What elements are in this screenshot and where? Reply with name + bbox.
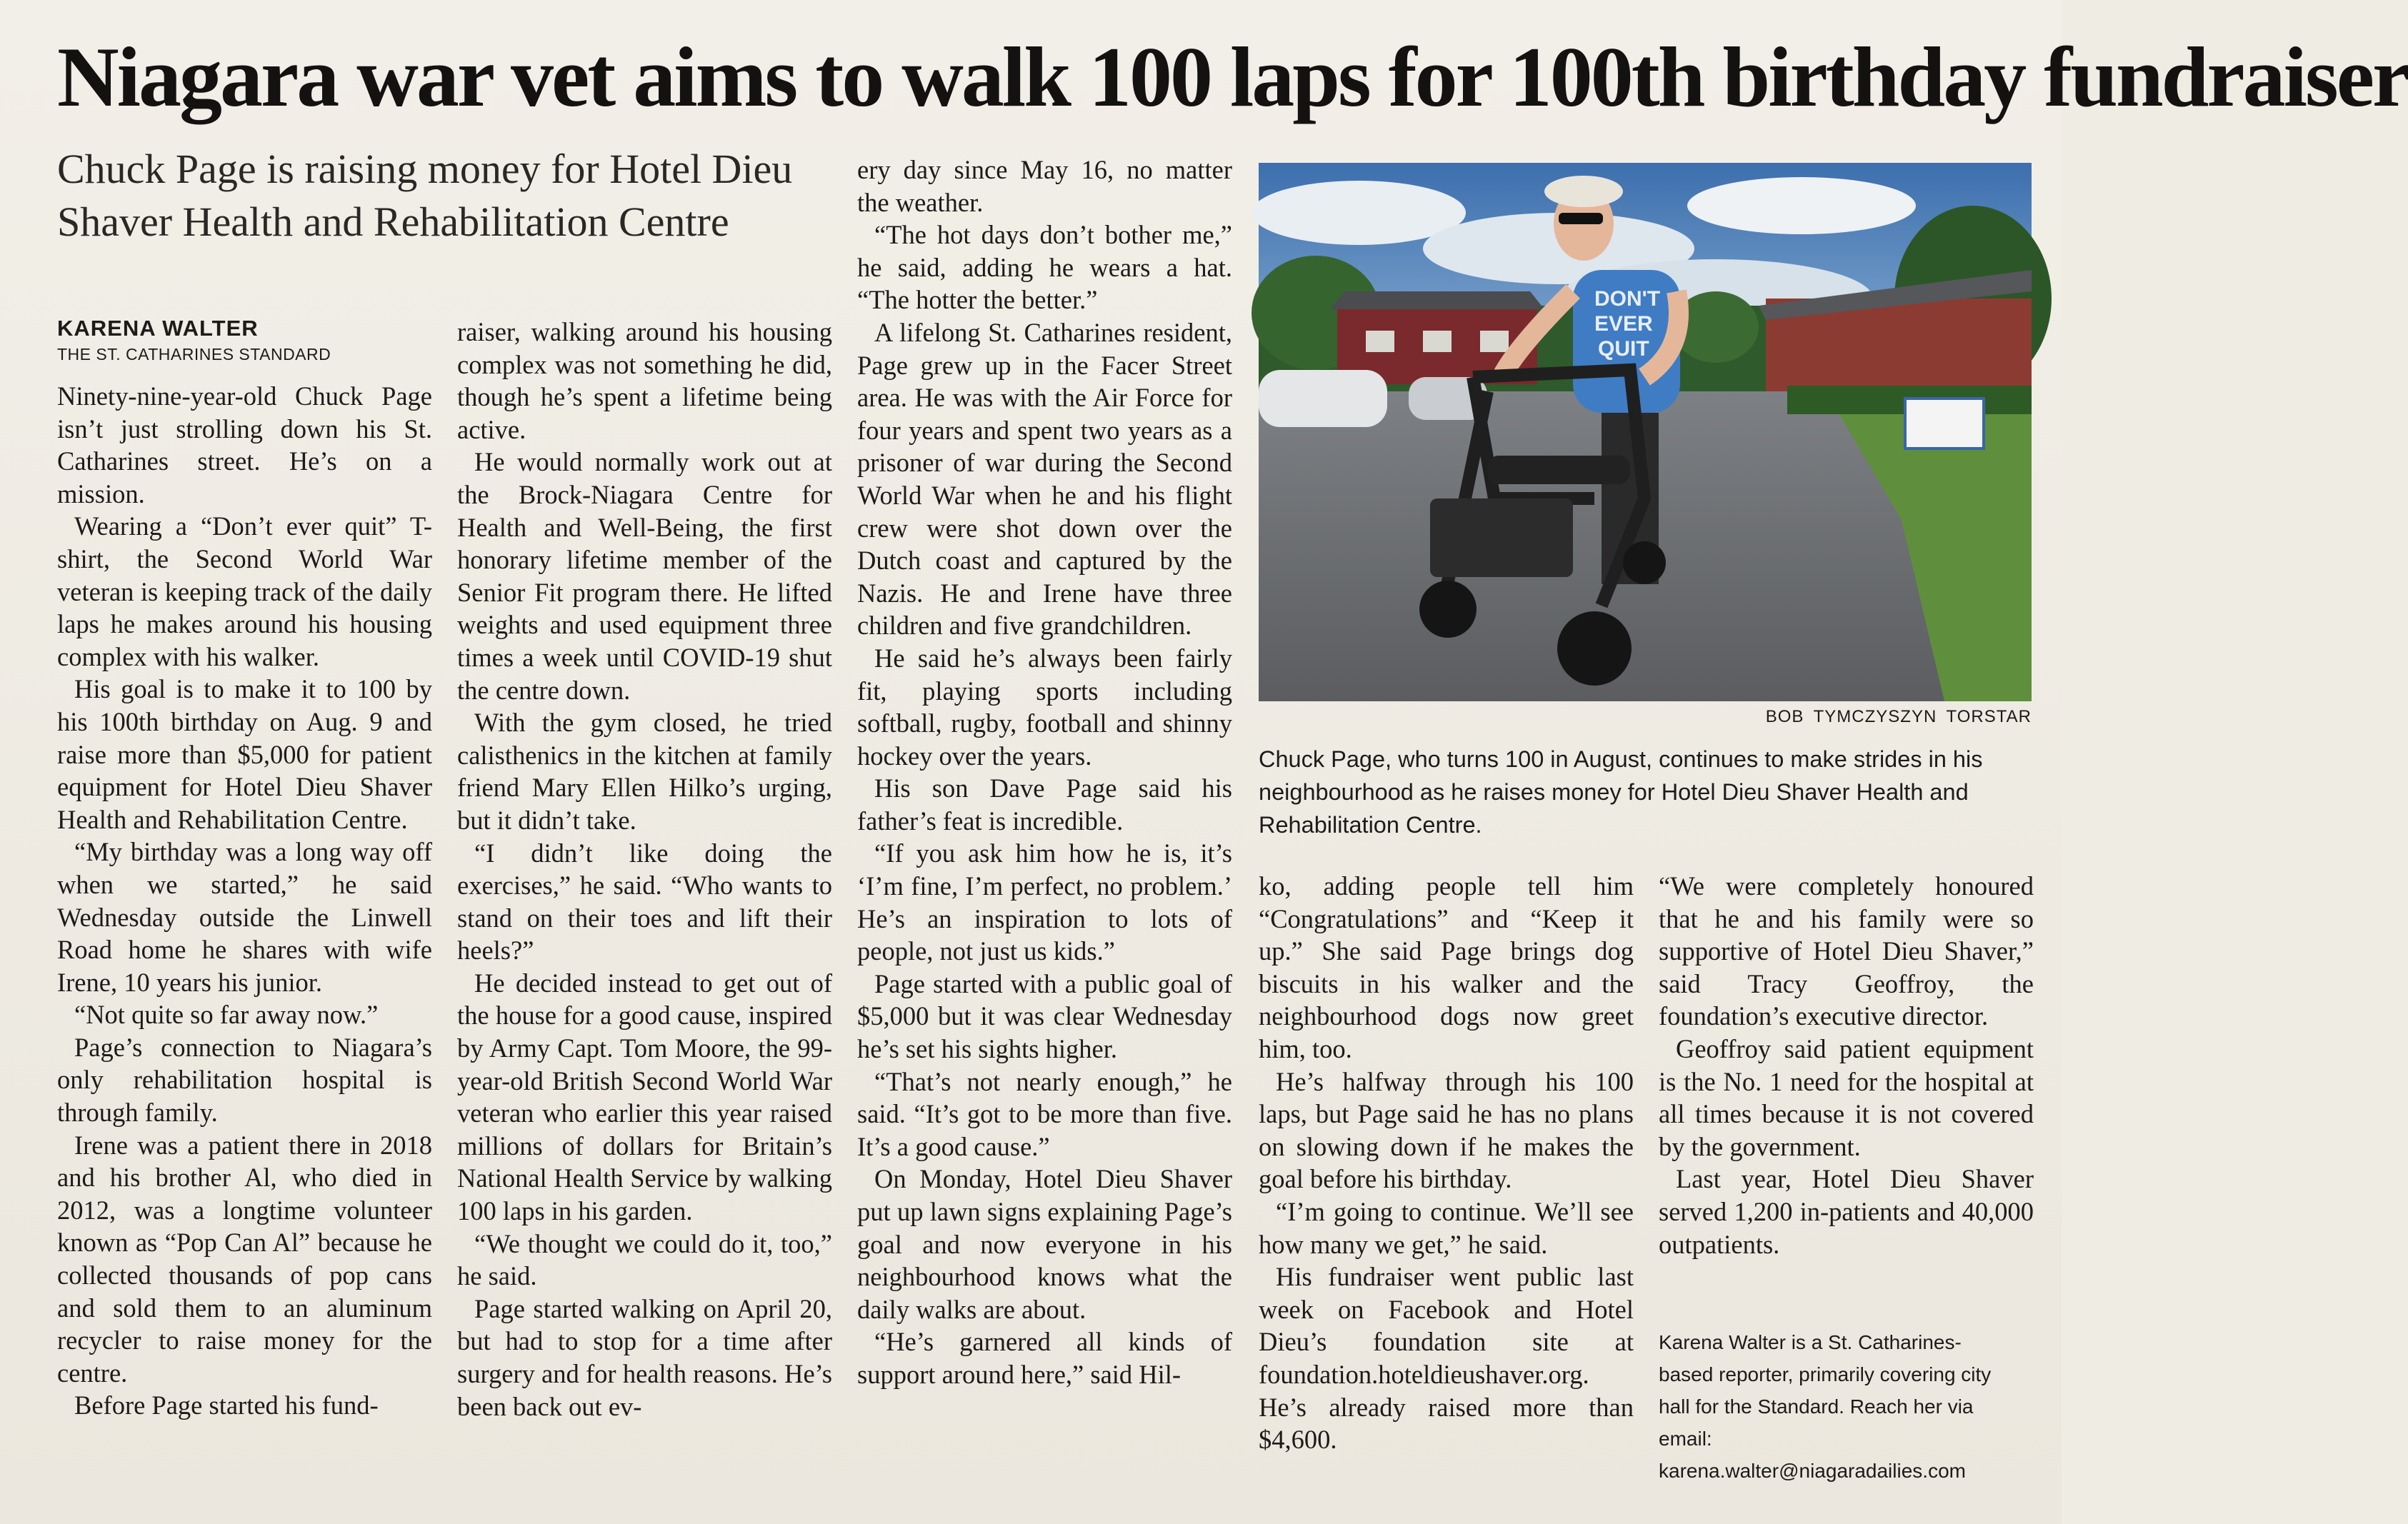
photo-credit: BOB TYMCZYSZYN TORSTAR bbox=[1765, 707, 2032, 726]
paragraph: He decided instead to get out of the house for a good cause, inspired by Army Capt. Tom Moore, the 99-year-old British Second World War veteran who earlier this year raised millions of dollars for Britain’s National Health Service by walking 100 laps in his garden. bbox=[457, 968, 832, 1226]
paragraph: Before Page started his fund- bbox=[74, 1390, 379, 1420]
paragraph: He’s halfway through his 100 laps, but Page said he has no plans on slowing down if he makes the goal before his birthday. bbox=[1259, 1066, 1634, 1194]
parked-car bbox=[1259, 370, 1387, 427]
subheadline: Chuck Page is raising money for Hotel Dieu Shaver Health and Rehabilitation Centre bbox=[57, 146, 793, 245]
shirt-text: QUIT bbox=[1598, 337, 1649, 361]
window bbox=[1366, 331, 1394, 352]
paragraph: Last year, Hotel Dieu Shaver served 1,200 in-patients and 40,000 outpatients. bbox=[1659, 1164, 2034, 1259]
hat bbox=[1544, 176, 1623, 207]
paragraph: “We were completely honoured that he and his family were so supportive of Hotel Dieu Shaver,” said Tracy Geoffroy, the foundation’s executive director. bbox=[1659, 871, 2034, 1031]
paragraph: Page started walking on April 20, but had to stop for a time after surgery and for health reasons. He’s been back out ev- bbox=[457, 1293, 832, 1421]
byline-author: KARENA WALTER bbox=[57, 316, 259, 341]
shirt-text: EVER bbox=[1594, 312, 1653, 336]
headline: Niagara war vet aims to walk 100 laps for 100th birthday fundraiser bbox=[57, 29, 2408, 124]
paragraph: His son Dave Page said his father’s feat is incredible. bbox=[857, 773, 1232, 836]
paragraph: He said he’s always been fairly fit, playing sports including softball, rugby, football and shinny hockey over the years. bbox=[857, 643, 1232, 771]
paragraph: Ninety-nine-year-old Chuck Page isn’t just strolling down his St. Catharines street. He’s on a mission. bbox=[57, 381, 432, 508]
article-column-4 bbox=[1259, 870, 1634, 1494]
paragraph: A lifelong St. Catharines resident, Page grew up in the Facer Street area. He was with the Air Force for four years and spent two years as a prisoner of war during the Second World War when he and his flight crew were shot down over the Dutch coast and captured by the Nazis. He and Irene have three children and five grandchildren. bbox=[857, 317, 1232, 641]
paragraph: Page started with a public goal of $5,000 but it was clear Wednesday he’s set his sights higher. bbox=[857, 968, 1232, 1064]
sunglasses bbox=[1559, 213, 1603, 224]
article-column-2 bbox=[457, 316, 832, 1494]
house-roof bbox=[1330, 291, 1544, 309]
paragraph: With the gym closed, he tried calisthenics in the kitchen at family friend Mary Ellen Hilko’s urging, but it didn’t take. bbox=[457, 708, 832, 835]
walker-wheel bbox=[1419, 581, 1477, 638]
cloud bbox=[1687, 177, 1916, 234]
byline bbox=[57, 314, 414, 366]
window bbox=[1480, 331, 1509, 352]
paragraph: “I’m going to continue. We’ll see how many we get,” he said. bbox=[1259, 1196, 1634, 1259]
photo bbox=[1259, 163, 2032, 701]
paragraph: “My birthday was a long way off when we started,” he said Wednesday outside the Linwell Road home he shares with wife Irene, 10 years his junior. bbox=[57, 837, 432, 997]
paragraph: ery day since May 16, no matter the weather. bbox=[857, 155, 1232, 217]
paragraph: Geoffroy said patient equipment is the No. 1 need for the hospital at all times because it is not covered by the government. bbox=[1659, 1033, 2034, 1161]
lawn-sign bbox=[1905, 398, 1984, 448]
author-bio: Karena Walter is a St. Catharines-based reporter, primarily covering city hall for the Standard. Reach her via email: karena.walter@niagaradailies.com bbox=[1659, 1331, 1992, 1482]
photo-illustration bbox=[1259, 163, 2032, 701]
paragraph: “We thought we could do it, too,” he said. bbox=[457, 1228, 832, 1291]
paragraph: “Not quite so far away now.” bbox=[74, 1000, 379, 1030]
paragraph: ko, adding people tell him “Congratulations” and “Keep it up.” She said Page brings dog biscuits in his walker and the neighbourhood dogs now greet him, too. bbox=[1259, 871, 1634, 1063]
paragraph: His goal is to make it to 100 by his 100th birthday on Aug. 9 and raise more than $5,000 for patient equipment for Hotel Dieu Shaver Health and Rehabilitation Centre. bbox=[57, 674, 432, 834]
paragraph: Page’s connection to Niagara’s only rehabilitation hospital is through family. bbox=[57, 1032, 432, 1128]
paragraph: Wearing a “Don’t ever quit” T-shirt, the Second World War veteran is keeping track of the daily laps he makes around his housing complex with his walker. bbox=[57, 511, 432, 671]
paragraph: raiser, walking around his housing complex was not something he did, though he’s spent a lifetime being active. bbox=[457, 317, 832, 444]
walker-wheel bbox=[1623, 541, 1666, 584]
paragraph: “He’s garnered all kinds of support around here,” said Hil- bbox=[857, 1327, 1232, 1389]
paragraph: “That’s not nearly enough,” he said. “It’s got to be more than five. It’s a good cause.” bbox=[857, 1066, 1232, 1161]
byline-publication: THE ST. CATHARINES STANDARD bbox=[57, 345, 331, 364]
walker-basket bbox=[1430, 498, 1573, 577]
paragraph: “I didn’t like doing the exercises,” he said. “Who wants to stand on their toes and lift their heels?” bbox=[457, 838, 832, 966]
paragraph: His fundraiser went public last week on Facebook and Hotel Dieu’s foundation site at foundation.hoteldieushaver.org. He’s already raised more than $4,600. bbox=[1259, 1262, 1634, 1455]
walker-seat bbox=[1487, 456, 1630, 484]
paragraph: “The hot days don’t bother me,” he said, adding he wears a hat. “The hotter the better.” bbox=[857, 220, 1232, 315]
paragraph: Irene was a patient there in 2018 and his brother Al, who died in 2012, was a longtime volunteer known as “Pop Can Al” because he collected thousands of pop cans and sold them to an aluminum recycler to raise money for the centre. bbox=[57, 1130, 432, 1388]
photo-caption: Chuck Page, who turns 100 in August, continues to make strides in his neighbourhood as he raises money for Hotel Dieu Shaver Health and Rehabilitation Centre. bbox=[1259, 746, 1983, 838]
shirt-text: DON'T bbox=[1594, 287, 1661, 311]
window bbox=[1423, 331, 1452, 352]
paragraph: “If you ask him how he is, it’s ‘I’m fine, I’m perfect, no problem.’ He’s an inspiration to lots of people, not just us kids.” bbox=[857, 838, 1232, 966]
walker-wheel bbox=[1557, 611, 1632, 686]
article-column-3 bbox=[857, 154, 1232, 1494]
paragraph: He would normally work out at the Brock-Niagara Centre for Health and Well-Being, the first honorary lifetime member of the Senior Fit program there. He lifted weights and used equipment three times a week until COVID-19 shut the centre down. bbox=[457, 447, 832, 705]
paragraph: On Monday, Hotel Dieu Shaver put up lawn signs explaining Page’s goal and now everyone in his neighbourhood knows what the daily walks are about. bbox=[857, 1164, 1232, 1324]
article-column-1 bbox=[57, 380, 432, 1494]
